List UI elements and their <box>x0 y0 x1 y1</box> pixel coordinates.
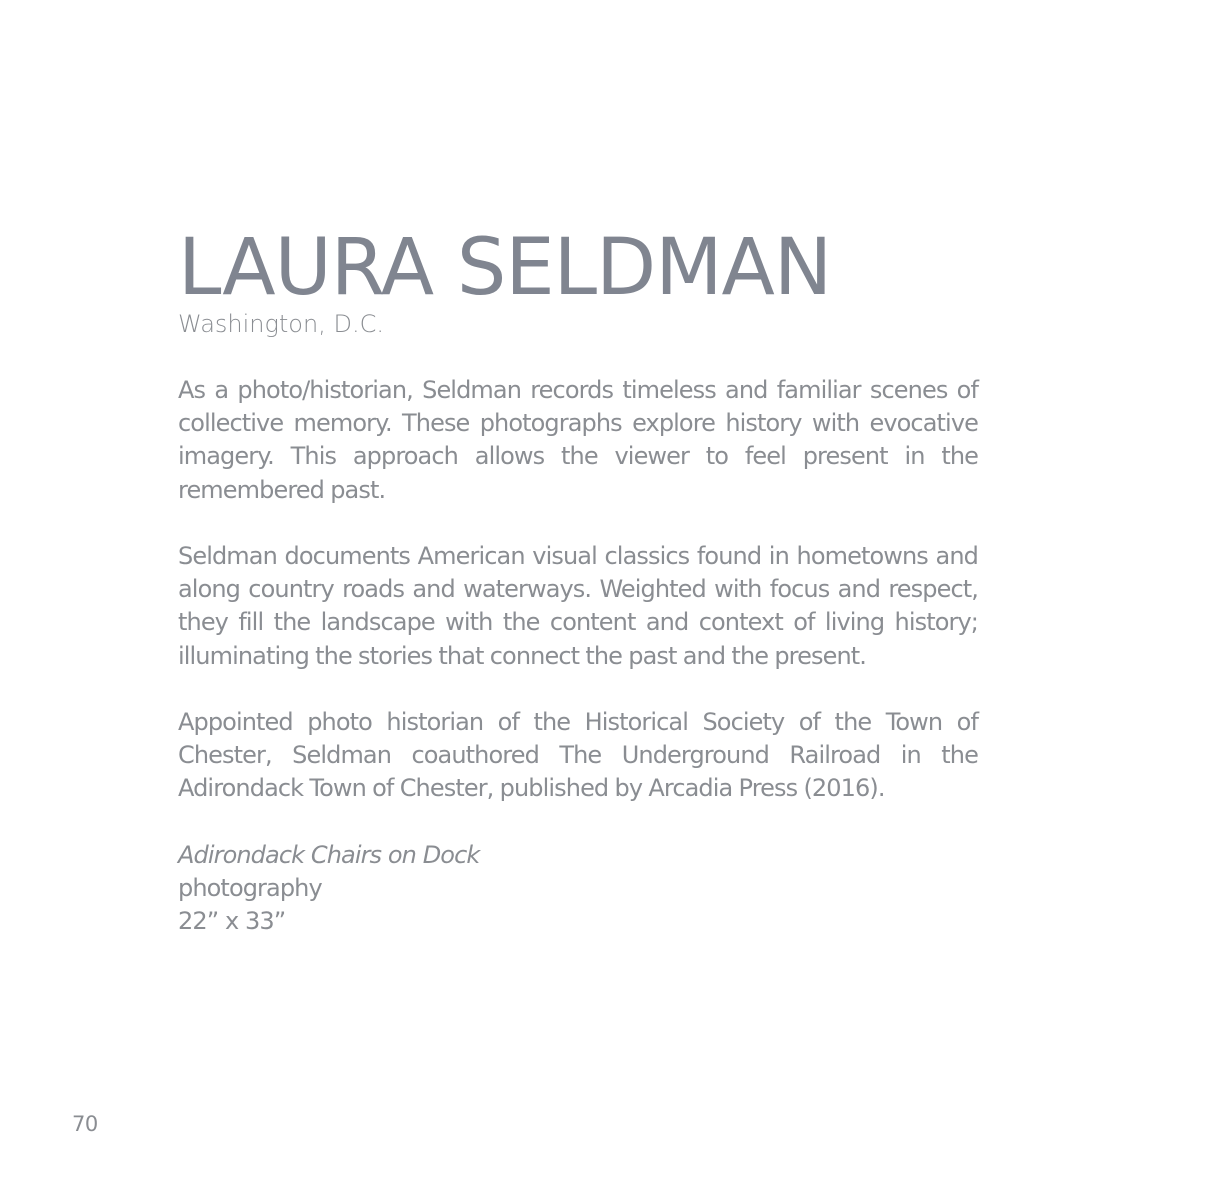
artist-name: LAURA SELDMAN <box>178 223 832 313</box>
page-number: 70 <box>72 1112 98 1136</box>
bio-paragraph-3: Appointed photo historian of the Historical Society of the Town of Chester, Seldman coauthored The Underground Railroad in the Adirondack Town of Chester, published by Arcadia Press (2016). <box>178 708 978 803</box>
artwork-title: Adirondack Chairs on Dock <box>178 840 480 869</box>
artist-location: Washington, D.C. <box>178 310 384 338</box>
artwork-medium: photography <box>178 874 322 902</box>
artist-entry <box>178 223 978 938</box>
artwork-caption <box>178 839 978 939</box>
bio-paragraph-2: Seldman documents American visual classics found in hometowns and along country roads and waterways. Weighted with focus and respect, they fill the landscape with the content and context of living history; illuminating the stories that connect the past and the present. <box>178 542 978 670</box>
artwork-dimensions: 22” x 33” <box>178 907 286 936</box>
bio-paragraph-1: As a photo/historian, Seldman records timeless and familiar scenes of collective memory. These photographs explore history with evocative imagery. This approach allows the viewer to feel present in the remembered past. <box>178 376 978 504</box>
